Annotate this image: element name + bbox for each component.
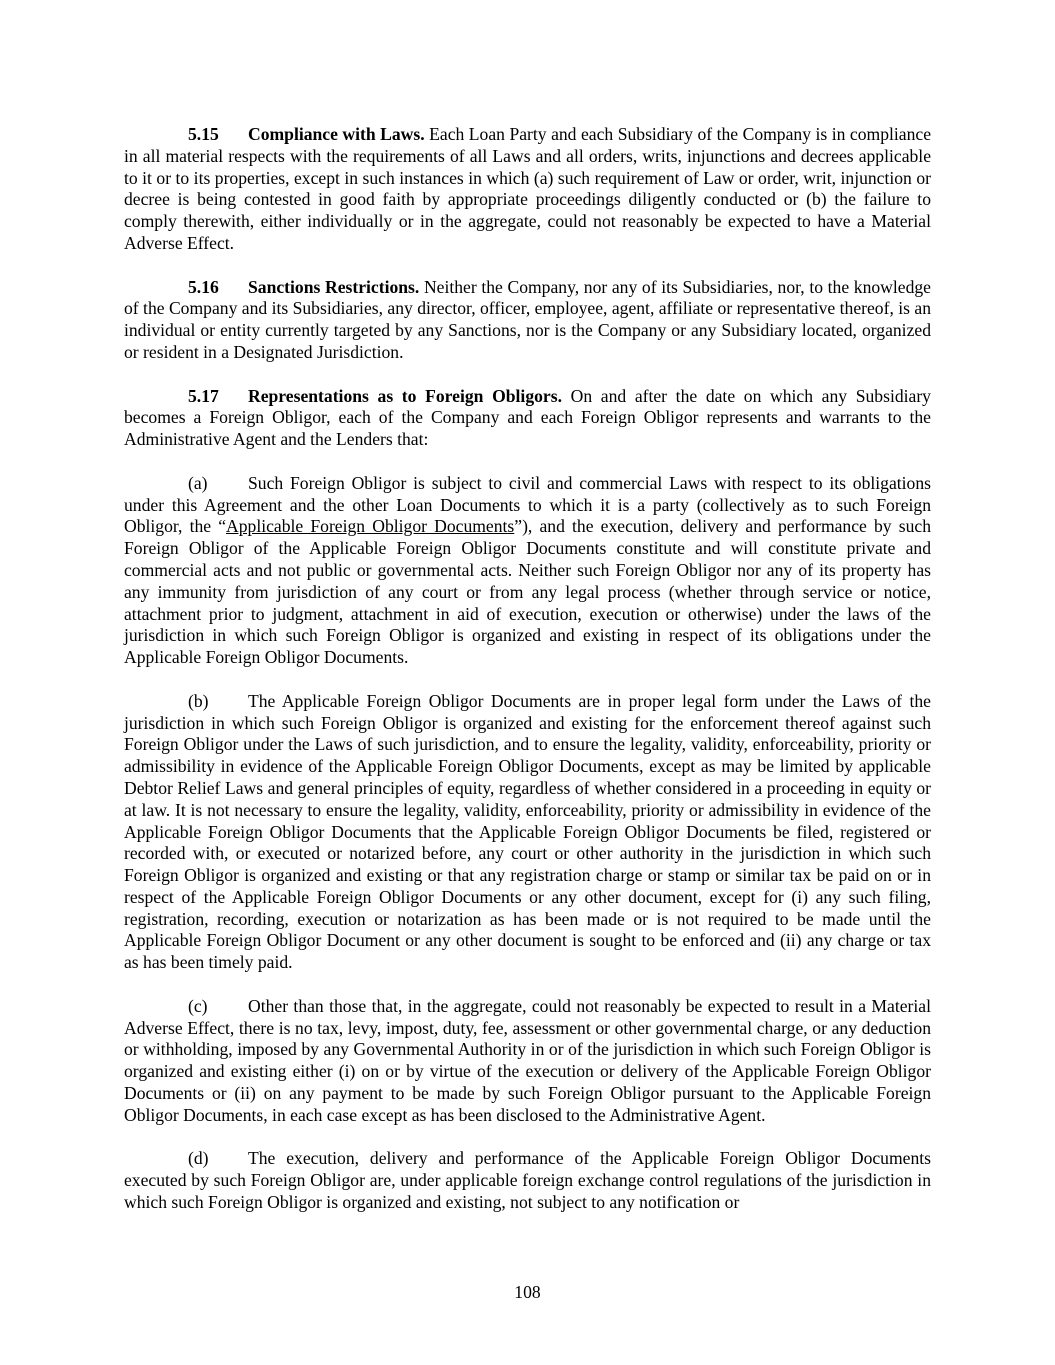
subsection-label: (d) [188,1148,209,1169]
section-number: 5.17 [188,385,219,406]
section-heading: Sanctions Restrictions. [248,276,420,297]
subsection-a [124,473,931,669]
page-body [124,124,931,1236]
section-5-16 [124,277,931,364]
subsection-b [124,691,931,974]
subsection-label: (a) [188,472,208,493]
section-text: On and after the date on which any Subsidiary becomes a Foreign Obligor, each of the Company and each Foreign Obligor represents and warrants to the Administrative Agent and the Lenders that: [124,385,931,450]
subsection-text: The Applicable Foreign Obligor Documents are in proper legal form under the Laws of the jurisdiction in which such Foreign Obligor is organized and existing for the enforcement thereof against such Foreign Obligor under the Laws of such jurisdiction, and to ensure the legality, validity, enforceability, priority or admissibility in evidence of the Applicable Foreign Obligor Documents, except as may be limited by applicable Debtor Relief Laws and general principles of equity, regardless of whether considered in a proceeding in equity or at law. It is not necessary to ensure the legality, validity, enforceability, priority or admissibility in evidence of the Applicable Foreign Obligor Documents that the Applicable Foreign Obligor Documents be filed, registered or recorded with, or executed or notarized before, any court or other authority in the jurisdiction in which such Foreign Obligor is organized and existing or that any registration charge or stamp or similar tax be paid on or in respect of the Applicable Foreign Obligor Documents or any other document, except for (i) any such filing, registration, recording, execution or notarization as has been made or is not required to be made until the Applicable Foreign Obligor Document or any other document is sought to be enforced and (ii) any charge or tax as has been timely paid. [124,690,931,973]
subsection-text: Other than those that, in the aggregate, could not reasonably be expected to result in a Material Adverse Effect, there is no tax, levy, impost, duty, fee, assessment or other governmental charge, or any deduction or withholding, imposed by any Governmental Authority in or of the jurisdiction in which such Foreign Obligor is organized and existing either (i) on or by virtue of the execution or delivery of the Applicable Foreign Obligor Documents or (ii) on any payment to be made by such Foreign Obligor pursuant to the Applicable Foreign Obligor Documents, in each case except as has been disclosed to the Administrative Agent. [124,995,931,1125]
section-text: Each Loan Party and each Subsidiary of the Company is in compliance in all material respects with the requirements of all Laws and all orders, writs, injunctions and decrees applicable to it or to its properties, except in such instances in which (a) such requirement of Law or order, writ, injunction or decree is being contested in good faith by appropriate proceedings diligently conducted or (b) the failure to comply therewith, either individually or in the aggregate, could not reasonably be expected to have a Material Adverse Effect. [124,124,931,253]
section-heading: Representations as to Foreign Obligors. [248,385,562,406]
section-5-15 [124,124,931,255]
subsection-c [124,996,931,1127]
subsection-text: Such Foreign Obligor is subject to civil and commercial Laws with respect to its obligations under this Agreement and the other Loan Documents to which it is a party (collectively as to such Foreign Obligor, the “ [124,472,931,537]
section-number: 5.15 [188,124,219,144]
section-number: 5.16 [188,276,219,297]
section-5-17 [124,386,931,451]
section-text: Neither the Company, nor any of its Subsidiaries, nor, to the knowledge of the Company and its Subsidiaries, any director, officer, employee, agent, affiliate or representative thereof, is an individual or entity currently targeted by any Sanctions, nor is the Company or any Subsidiary located, organized or resident in a Designated Jurisdiction. [124,276,931,362]
section-heading: Compliance with Laws. [248,124,425,144]
subsection-label: (c) [188,995,208,1016]
subsection-d [124,1148,931,1213]
page-number: 108 [514,1282,541,1302]
subsection-text: The execution, delivery and performance of the Applicable Foreign Obligor Documents executed by such Foreign Obligor are, under applicable foreign exchange control regulations of the jurisdiction in which such Foreign Obligor is organized and existing, not subject to any notification or [124,1148,931,1213]
subsection-text-continued: ”), and the execution, delivery and performance by such Foreign Obligor of the Applicable Foreign Obligor Documents constitute and will constitute private and commercial acts and not public or governmental acts. Neither such Foreign Obligor nor any of its property has any immunity from jurisdiction of any court or from any legal process (whether through service or notice, attachment prior to judgment, attachment in aid of execution, execution or otherwise) under the laws of the jurisdiction in which such Foreign Obligor is organized and existing in respect of its obligations under the Applicable Foreign Obligor Documents. [124,516,931,668]
subsection-label: (b) [188,690,209,711]
defined-term: Applicable Foreign Obligor Documents [226,516,515,537]
